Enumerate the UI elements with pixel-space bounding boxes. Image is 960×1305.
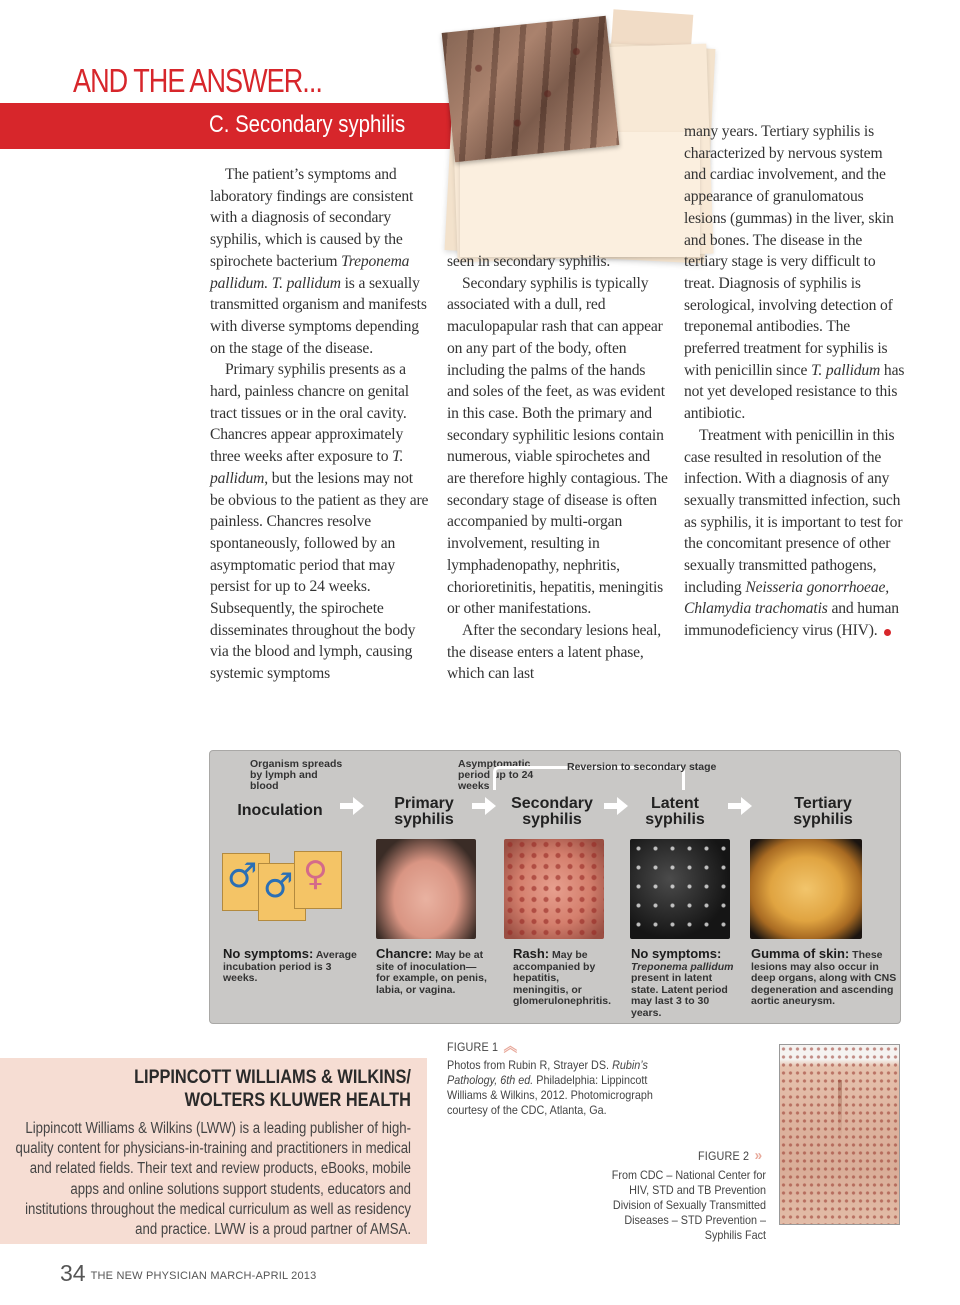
female-card: ♀ [294, 851, 342, 909]
article-column-3 [684, 121, 906, 642]
figure1-label: FIGURE 1 ︽ [447, 1038, 518, 1055]
chancre-photo [376, 839, 476, 939]
stage-description: No symptoms: Treponema pallidum present in latent state. Latent period may last 3 to 30 years. [631, 946, 734, 1019]
answer-title: C. Secondary syphilis [209, 111, 406, 138]
right-arrow-icon [472, 797, 496, 815]
text-run: is a sexually transmitted organism and manifests with diverse symptoms depending on the stage of the disease. [210, 274, 427, 357]
text-run: Treatment with penicillin in this case resulted in resolution of the infection. With a diagnosis of any sexually transmitted infection, such as syphilis, it is important to test for the concomitant presence of other sexually transmitted pathogens, including [684, 426, 903, 596]
page-footer [60, 1260, 316, 1287]
text-run: many years. Tertiary syphilis is characterized by nervous system and cardiac involvement, and the appearance of granulomatous lesions (gummas) in the liver, skin and bones. The disease in the tertiary stage is very difficult to treat. Diagnosis of syphilis is serological, involving detection of treponemal antibodies. The preferred treatment for syphilis is with penicillin since [684, 123, 894, 379]
chevron-right-icon: » [754, 1147, 763, 1164]
note-reversion: Reversion to secondary stage [567, 761, 717, 773]
folder-photo-illustration [440, 12, 720, 262]
italic-text: Treponema pallidum. T. pallidum [210, 252, 410, 292]
figure2-label: FIGURE 2 » [698, 1147, 763, 1164]
stage-description: Chancre: May be at site of inoculation—for example, on penis, labia, or vagina. [376, 946, 487, 996]
paragraph [684, 425, 906, 642]
text-run: Primary syphilis presents as a hard, painless chancre on genital tract tissues or in the oral cavity. Chancres appear approximately three weeks after exposure to [210, 361, 409, 466]
paragraph [684, 121, 906, 425]
stage-tertiary: Tertiary syphilis [793, 795, 853, 828]
stage-description: Gumma of skin: These lesions may also occur in deep organs, along with CNS degeneration and ascending aortic aneurysm. [751, 946, 897, 1007]
paragraph: After the secondary lesions heal, the disease enters a latent phase, which can last [447, 621, 661, 683]
page-number: 34 [60, 1260, 86, 1286]
text-run: and human immunodeficiency virus (HIV). [684, 600, 899, 640]
article-column-1 [210, 164, 430, 685]
paragraph: Secondary syphilis is typically associated with a dull, red maculopapular rash that can appear on any part of the body, often including the palms of the hands and soles of the feet, as was evident in this case. Both the primary and secondary syphilitic lesions contain numerous, viable spirochetes and are therefore highly contagious. The secondary stage of disease is often accompanied by multi-organ involvement, resulting in lymphadenopathy, nephritis, chorioretinitis, hepatitis, meningitis or other manifestations. [447, 274, 668, 618]
hand-rash-photo [442, 16, 620, 163]
sidebar-title [134, 1066, 411, 1112]
stage-description: No symptoms: Average incubation period is 3 weeks. [223, 946, 357, 984]
stage-latent: Latent syphilis [645, 795, 705, 828]
stage-primary: Primary syphilis [394, 795, 454, 828]
publisher-sidebar [0, 1058, 427, 1244]
figure2-caption: From CDC – National Center for HIV, STD and TB Prevention Division of Sexually Transmitted Diseases – STD Prevention – Syphilis Fact [611, 1168, 766, 1242]
rash-photo [504, 839, 604, 939]
end-mark-icon [884, 629, 891, 636]
right-arrow-icon [728, 797, 752, 815]
chevron-up-icon: ︽ [503, 1038, 518, 1055]
publication-name: THE NEW PHYSICIAN MARCH-APRIL 2013 [90, 1270, 317, 1282]
figure1-caption: Photos from Rubin R, Strayer DS. Rubin’s Pathology, 6th ed. Philadelphia: Lippincott Williams & Wilkins, 2012. Photomicrograph courtesy of the CDC, Atlanta, Ga. [447, 1058, 653, 1117]
sidebar-body: Lippincott Williams & Wilkins (LWW) is a leading publisher of high-quality content for physicians-in-training and practitioners in medical and related fields. Their text and review products, eBooks, mobile apps and online solutions support students, educators and institutions throughout the medical curriculum as well as residency and practice. LWW is a proud partner of AMSA. [15, 1120, 412, 1239]
section-headline: AND THE ANSWER... [73, 62, 322, 99]
note-spread: Organism spreads by lymph and blood [250, 758, 343, 792]
spirochete-micrograph [630, 839, 730, 939]
male-female-card: ♂ [222, 853, 270, 911]
stage-description: Rash: May be accompanied by hepatitis, meningitis, or glomerulonephritis. [513, 946, 612, 1007]
italic-text: T. pallidum [811, 361, 881, 379]
text-run: has not yet developed resistance to this antibiotic. [684, 361, 905, 423]
right-arrow-icon [340, 797, 364, 815]
sidebar-title-line: LIPPINCOTT WILLIAMS & WILKINS/ [134, 1067, 411, 1088]
italic-text: T. pallidum [210, 448, 404, 487]
right-arrow-icon [604, 797, 628, 815]
article-column-2 [447, 251, 669, 685]
gumma-photo [750, 839, 862, 939]
text-run: The patient’s symptoms and laboratory findings are consistent with a diagnosis of secondary syphilis, which is caused by the spirochete bacterium [210, 166, 414, 270]
male-female-card: ♂ [258, 863, 306, 921]
paragraph: seen in secondary syphilis. [447, 253, 611, 270]
italic-text: Neisseria gonorrhoeae, Chlamydia trachomatis [684, 578, 889, 618]
stage-inoculation: Inoculation [237, 802, 323, 819]
stage-secondary: Secondary syphilis [511, 795, 593, 828]
syphilis-stages-figure [209, 750, 901, 1024]
sidebar-title-line: WOLTERS KLUWER HEALTH [184, 1090, 411, 1111]
note-asymptomatic: Asymptomatic period up to 24 weeks [458, 758, 534, 792]
body-rash-photo [779, 1044, 900, 1225]
text-run: , but the lesions may not be obvious to the patient as they are painless. Chancres resolve spontaneously, followed by an asymptomatic period that may persist for up to 24 weeks. Subsequently, the spirochete disseminates throughout the body via the blood and lymph, causing systemic symptoms [210, 469, 429, 683]
gender-symbols-illustration [222, 847, 362, 927]
paragraph [210, 164, 430, 359]
paragraph [210, 359, 430, 685]
